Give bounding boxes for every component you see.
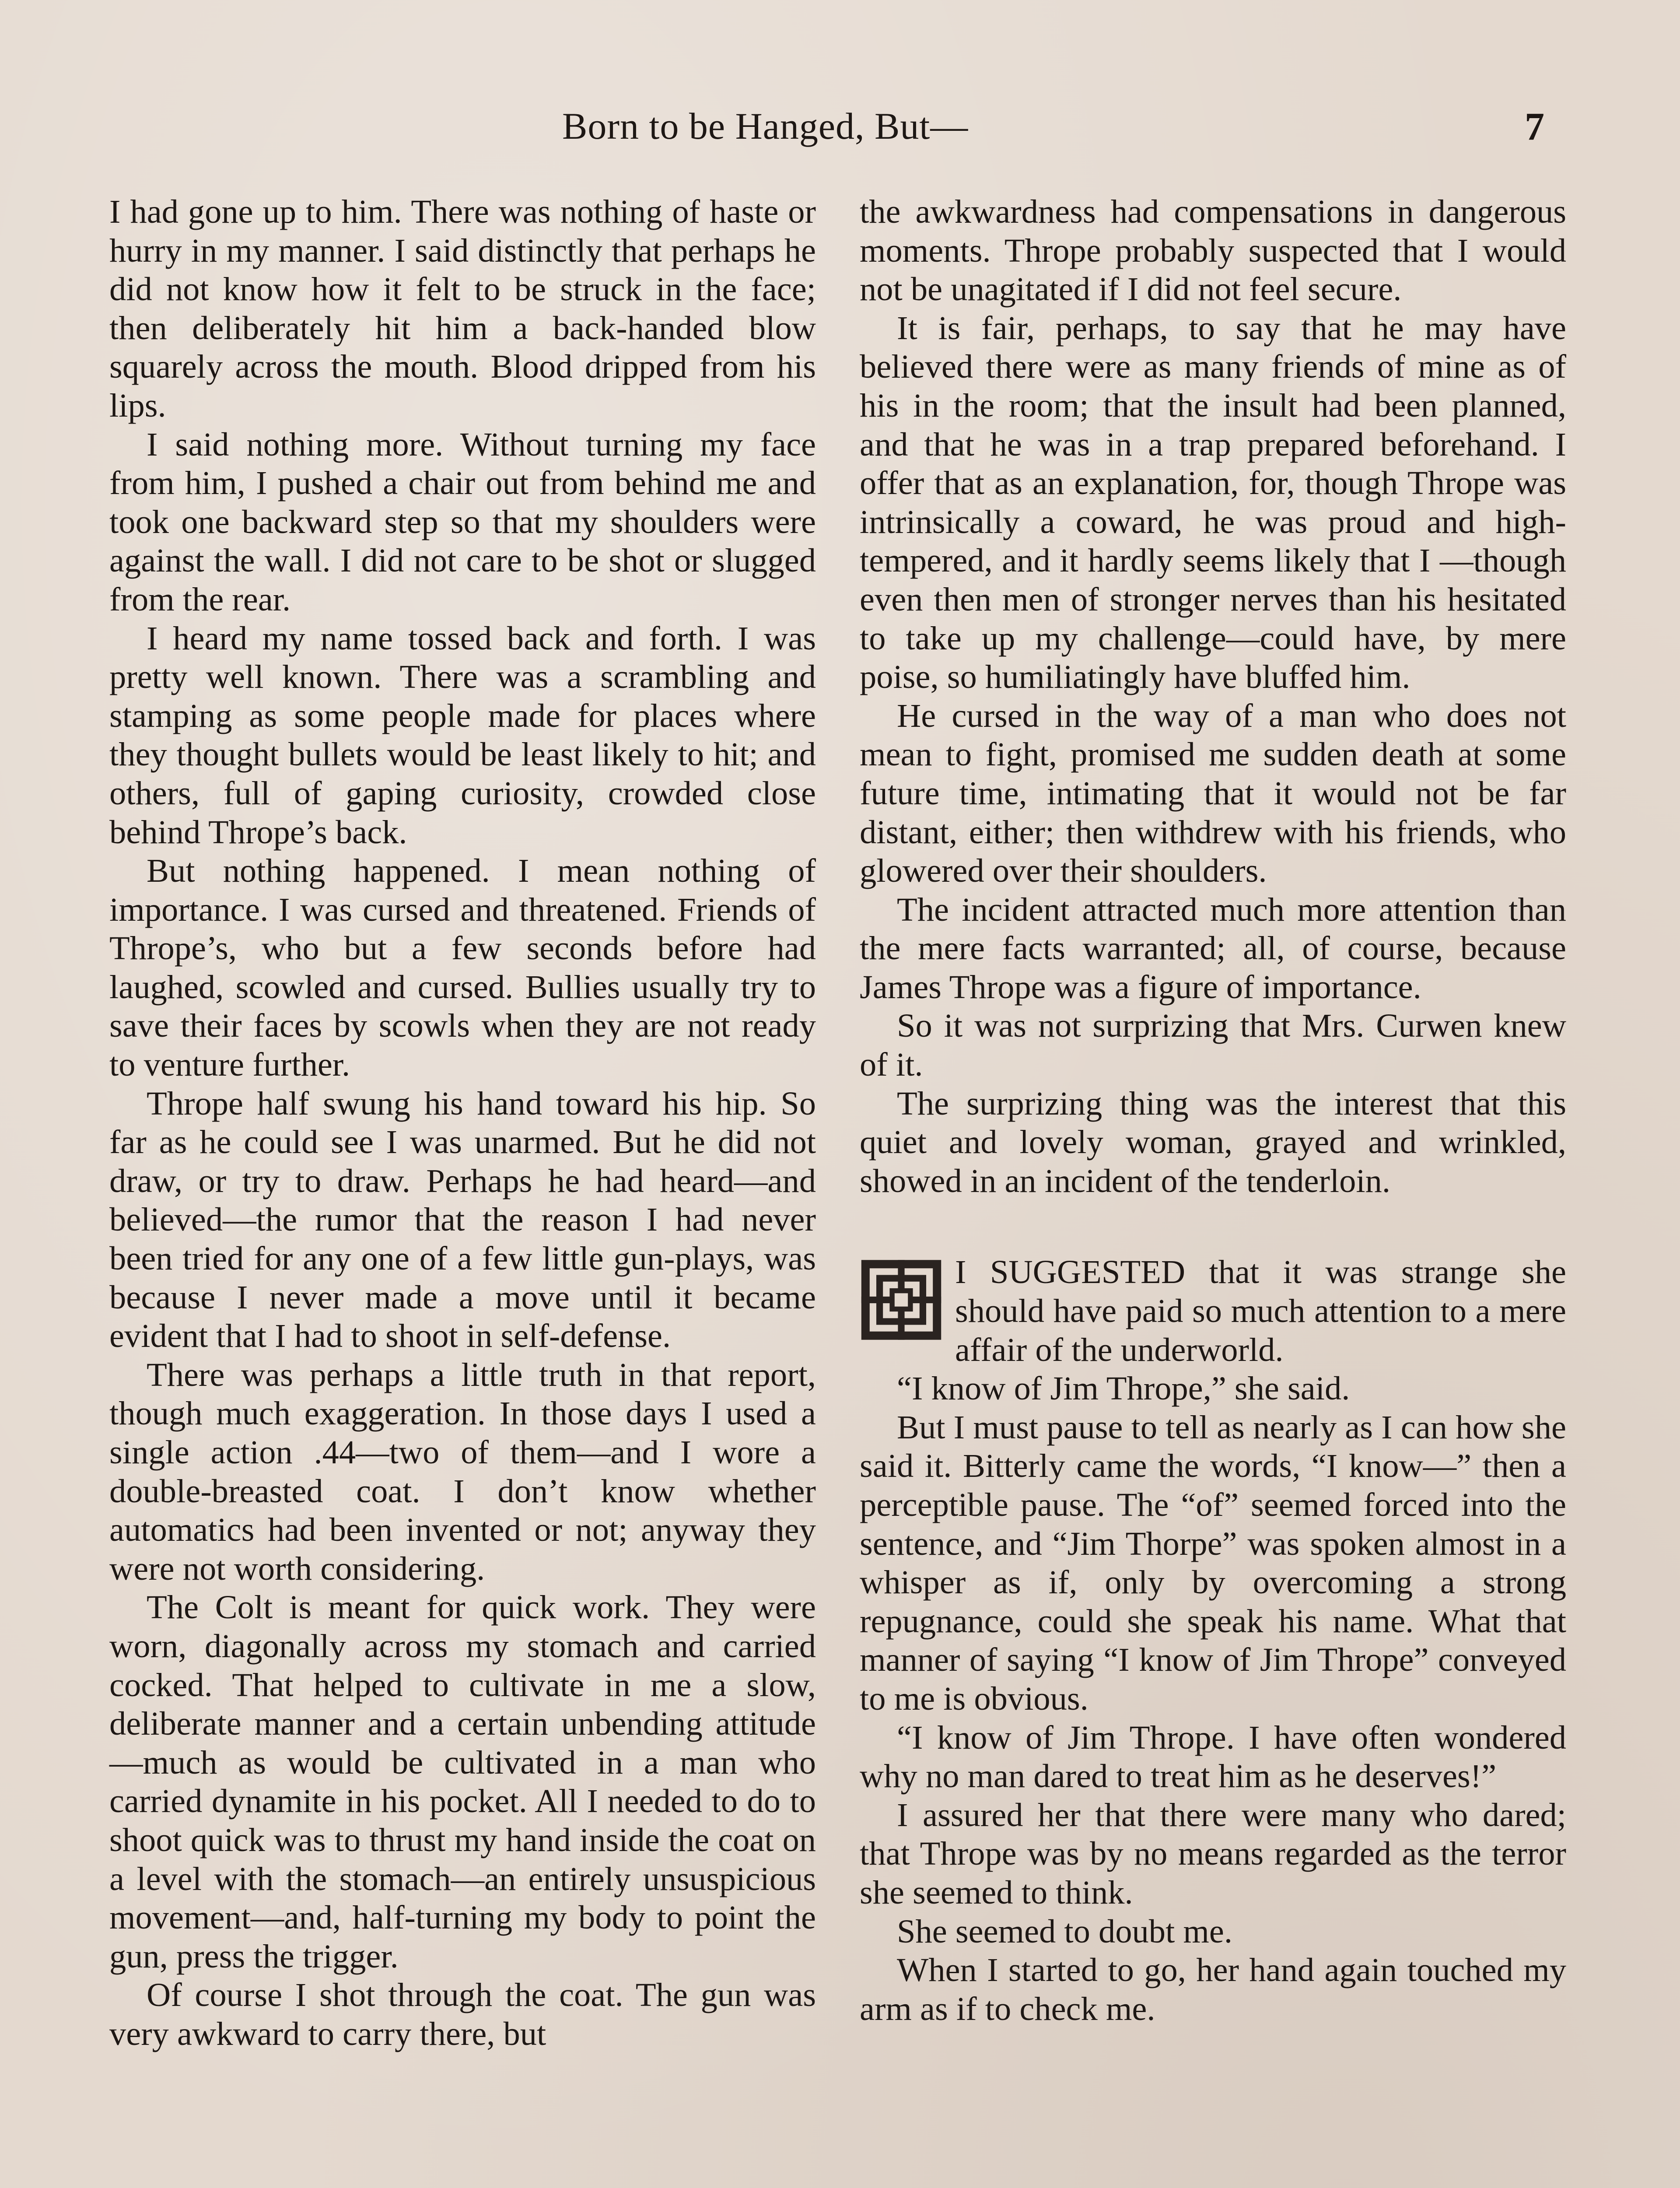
paragraph: The Colt is meant for quick work. They were worn, diagonally across my stomach and carried cocked. That helped to cultivate in me a slow, deliberate manner and a certain unbending attitude—much as would be cultivated in a man who carried dynamite in his pocket. All I needed to do to shoot quick was to thrust my hand inside the coat on a level with the stomach—an entirely unsuspicious movement—and, half-turning my body to point the gun, press the trigger. [109,1588,816,1975]
paragraph: But nothing happened. I mean nothing of importance. I was cursed and threatened. Friends of Thrope’s, who but a few seconds before had laughed, scowled and cursed. Bullies usually try to save their faces by scowls when they are not ready to venture further. [109,852,816,1083]
paragraph: I said nothing more. Without turning my face from him, I pushed a chair out from behind me and took one backward step so that my shoulders were against the wall. I did not care to be shot or slugged from the rear. [109,425,816,618]
paragraph: “I know of Jim Thrope,” she said. [897,1370,1350,1407]
section-opening-paragraph [860,1253,1566,1369]
paragraph: “I know of Jim Thrope. I have often wondered why no man dared to treat him as he deserves!” [860,1718,1566,1795]
paragraph: The incident attracted much more attention than the mere facts warranted; all, of course, because James Thrope was a figure of importance. [860,891,1566,1006]
paragraph: Of course I shot through the coat. The gun was very awkward to carry there, but [109,1976,816,2052]
paragraph: When I started to go, her hand again touched my arm as if to check me. [860,1951,1566,2027]
paragraph: I had gone up to him. There was nothing of haste or hurry in my manner. I said distinctly that perhaps he did not know how it felt to be struck in the face; then deliberately hit him a back-handed blow squarely across the mouth. Blood dripped from his lips. [109,193,816,424]
paragraph: But I must pause to tell as nearly as I can how she said it. Bitterly came the words, “I know—” then a perceptible pause. The “of” seemed forced into the sentence, and “Jim Thorpe” was spoken almost in a whisper as if, only by overcoming a strong repugnance, could she speak his name. What that manner of saying “I know of Jim Thrope” conveyed to me is obvious. [860,1408,1566,1717]
knot-ornament-icon [860,1257,943,1343]
paragraph: She seemed to doubt me. [897,1912,1232,1950]
paragraph: I assured her that there were many who dared; that Thrope was by no means regarded as the terror she seemed to think. [860,1796,1566,1911]
section-break [860,1200,1566,1253]
paragraph: I heard my name tossed back and forth. I was pretty well known. There was a scrambling and stamping as some people made for places where they thought bullets would be least likely to hit; and others, full of gaping curiosity, crowded close behind Thrope’s back. [109,619,816,851]
paragraph: So it was not surprizing that Mrs. Curwen knew of it. [860,1007,1566,1083]
paragraph: It is fair, perhaps, to say that he may have believed there were as many friends of mine as of his in the room; that the insult had been planned, and that he was in a trap prepared beforehand. I offer that as an explanation, for, though Thrope was intrinsically a coward, he was proud and high-tempered, and it hardly seems likely that I —though even then men of stronger nerves than his hesitated to take up my challenge—could have, by mere poise, so humiliatingly have bluffed him. [860,309,1566,696]
running-head: Born to be Hanged, But— [562,105,969,147]
section-opening-text: I SUGGESTED that it was strange she should have paid so much attention to a mere affair of the underworld. [955,1253,1566,1368]
page-number: 7 [1525,105,1544,148]
paragraph: There was perhaps a little truth in that report, though much exaggeration. In those days I used a single action .44—two of them—and I wore a double-breasted coat. I don’t know whether automatics had been invented or not; anyway they were not worth considering. [109,1356,816,1587]
paragraph: The surprizing thing was the interest that this quiet and lovely woman, grayed and wrinkled, showed in an incident of the tenderloin. [860,1084,1566,1199]
paragraph: He cursed in the way of a man who does not mean to fight, promised me sudden death at some future time, intimating that it would not be far distant, either; then withdrew with his friends, who glowered over their shoulders. [860,697,1566,890]
left-column [109,193,816,2054]
right-column [860,193,1566,2028]
paragraph: Thrope half swung his hand toward his hip. So far as he could see I was unarmed. But he did not draw, or try to draw. Perhaps he had heard—and believed—the rumor that the reason I had never been tried for any one of a few little gun-plays, was because I never made a move until it became evident that I had to shoot in self-defense. [109,1084,816,1355]
paragraph-continuation: the awkwardness had compensations in dangerous moments. Thrope probably suspected that I would not be unagitated if I did not feel secure. [860,193,1566,308]
